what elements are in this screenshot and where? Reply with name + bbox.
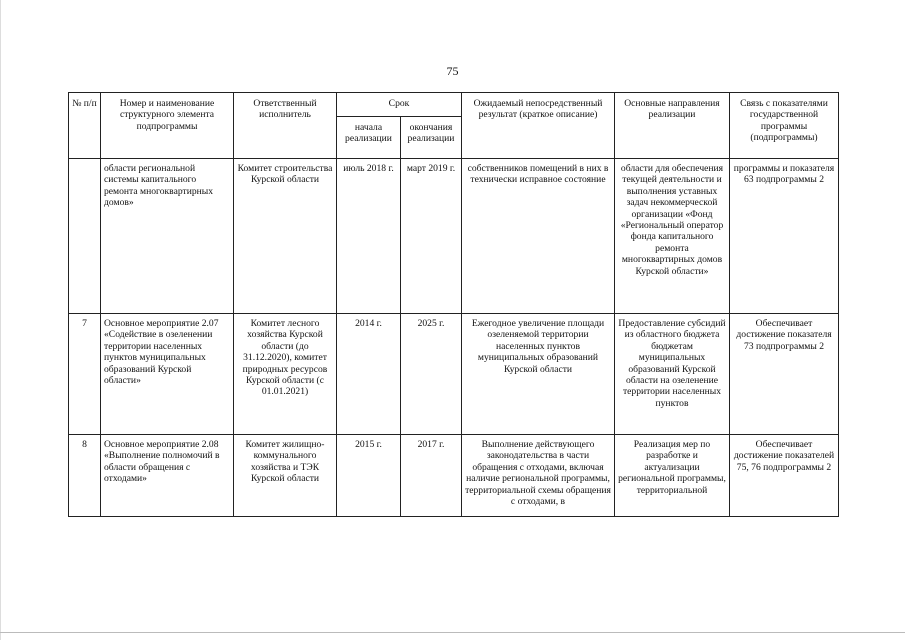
header-name: Номер и наименование структурного элемента подпрограммы (101, 93, 234, 159)
page-number: 75 (446, 64, 459, 78)
cell-num: 7 (69, 314, 101, 435)
cell-executor: Комитет лесного хозяйства Курской области (до 31.12.2020), комитет природных ресурсов Курской области (с 01.01.2021) (234, 314, 337, 435)
header-term-end: окончания реализации (401, 117, 462, 159)
cell-num: 8 (69, 435, 101, 517)
cell-result: собственников помещений в них в технически исправное состояние (462, 159, 615, 314)
scan-edge-bottom (0, 632, 905, 633)
cell-num (69, 159, 101, 314)
cell-link: Обеспечивает достижение показателя 73 подпрограммы 2 (730, 314, 839, 435)
cell-end: 2025 г. (401, 314, 462, 435)
cell-name: Основное мероприятие 2.07 «Содействие в озеленении территории населенных пунктов муниципальных образований Курской области» (101, 314, 234, 435)
scan-edge-left (0, 0, 1, 640)
header-num: № п/п (69, 93, 101, 159)
cell-name: Основное мероприятие 2.08 «Выполнение полномочий в области обращения с отходами» (101, 435, 234, 517)
cell-executor: Комитет строительства Курской области (234, 159, 337, 314)
table-row (69, 159, 839, 314)
table-row (69, 435, 839, 517)
cell-name: области региональной системы капитального ремонта многоквартирных домов» (101, 159, 234, 314)
table-row (69, 314, 839, 435)
cell-executor: Комитет жилищно-коммунального хозяйства и ТЭК Курской области (234, 435, 337, 517)
program-table (68, 92, 839, 517)
cell-directions: Предоставление субсидий из областного бюджета бюджетам муниципальных образований Курской области на озеленение территории населенных пунктов (615, 314, 730, 435)
cell-link: программы и показателя 63 подпрограммы 2 (730, 159, 839, 314)
cell-result: Выполнение действующего законодательства в части обращения с отходами, включая наличие региональной программы, территориальной схемы обращения с отходами, в (462, 435, 615, 517)
cell-link: Обеспечивает достижение показателей 75, 76 подпрограммы 2 (730, 435, 839, 517)
cell-end: март 2019 г. (401, 159, 462, 314)
cell-start: 2015 г. (337, 435, 401, 517)
cell-directions: Реализация мер по разработке и актуализации региональной программы, территориальной (615, 435, 730, 517)
cell-end: 2017 г. (401, 435, 462, 517)
header-term: Срок (337, 93, 462, 117)
cell-directions: области для обеспечения текущей деятельности и выполнения уставных задач некоммерческой организации «Фонд «Региональный оператор фонда капитального ремонта многоквартирных домов Курской области» (615, 159, 730, 314)
header-row-1 (69, 93, 839, 117)
cell-start: июль 2018 г. (337, 159, 401, 314)
header-executor: Ответственный исполнитель (234, 93, 337, 159)
header-result: Ожидаемый непосредственный результат (краткое описание) (462, 93, 615, 159)
cell-start: 2014 г. (337, 314, 401, 435)
header-term-start: начала реализации (337, 117, 401, 159)
header-directions: Основные направления реализации (615, 93, 730, 159)
cell-result: Ежегодное увеличение площади озеленяемой территории населенных пунктов муниципальных образований Курской области (462, 314, 615, 435)
header-link: Связь с показателями государственной программы (подпрограммы) (730, 93, 839, 159)
